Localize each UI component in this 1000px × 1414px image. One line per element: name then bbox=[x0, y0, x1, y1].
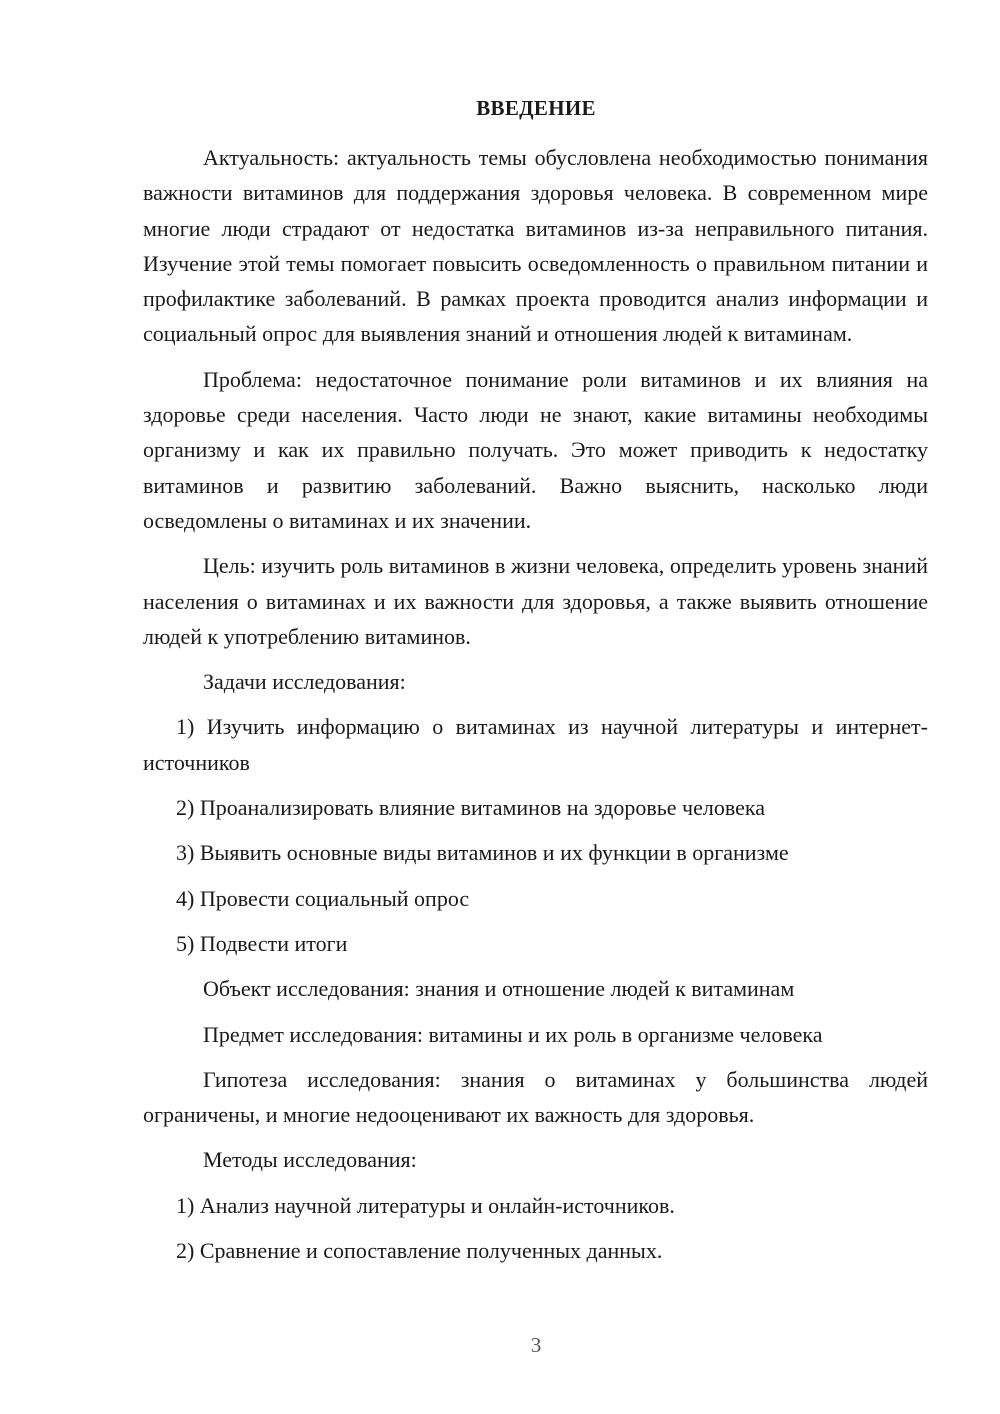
paragraph-tasks-heading: Задачи исследования: bbox=[203, 669, 406, 695]
task-item: 1) Изучить информацию о витаминах из научной литературы и интернет-источников bbox=[143, 714, 928, 775]
task-item: 5) Подвести итоги bbox=[176, 930, 348, 956]
page-title: ВВЕДЕНИЕ bbox=[476, 96, 596, 120]
paragraph-object: Объект исследования: знания и отношение людей к витаминам bbox=[203, 976, 795, 1002]
document-body bbox=[143, 140, 928, 1278]
task-item: 2) Проанализировать влияние витаминов на здоровье человека bbox=[176, 795, 765, 821]
method-item: 2) Сравнение и сопоставление полученных данных. bbox=[176, 1238, 663, 1264]
paragraph-goal: Цель: изучить роль витаминов в жизни человека, определить уровень знаний населения о витаминах и их важности для здоровья, а также выявить отношение людей к употреблению витаминов. bbox=[143, 553, 928, 649]
page-number: 3 bbox=[530, 1333, 542, 1357]
task-item: 4) Провести социальный опрос bbox=[176, 885, 470, 911]
paragraph-hypothesis: Гипотеза исследования: знания о витаминах у большинства людей ограничены, и многие недооценивают их важность для здоровья. bbox=[143, 1066, 928, 1128]
task-item: 3) Выявить основные виды витаминов и их функции в организме bbox=[176, 840, 789, 866]
paragraph-problem: Проблема: недостаточное понимание роли витаминов и их влияния на здоровье среди населения. Часто люди не знают, какие витамины необходимы организму и как их правильно получать. Это может приводить к недостатку витаминов и развитию заболеваний. Важно выяснить, насколько люди осведомлены о витаминах и их значении. bbox=[143, 366, 928, 533]
paragraph-methods-heading: Методы исследования: bbox=[203, 1147, 417, 1173]
paragraph-relevance: Актуальность: актуальность темы обусловлена необходимостью понимания важности витаминов для поддержания здоровья человека. В современном мире многие люди страдают от недостатка витаминов из-за неправильного питания. Изучение этой темы помогает повысить осведомленность о правильном питании и профилактике заболеваний. В рамках проекта проводится анализ информации и социальный опрос для выявления знаний и отношения людей к витаминам. bbox=[143, 145, 928, 347]
method-item: 1) Анализ научной литературы и онлайн-источников. bbox=[176, 1192, 675, 1218]
paragraph-subject: Предмет исследования: витамины и их роль в организме человека bbox=[203, 1021, 823, 1047]
